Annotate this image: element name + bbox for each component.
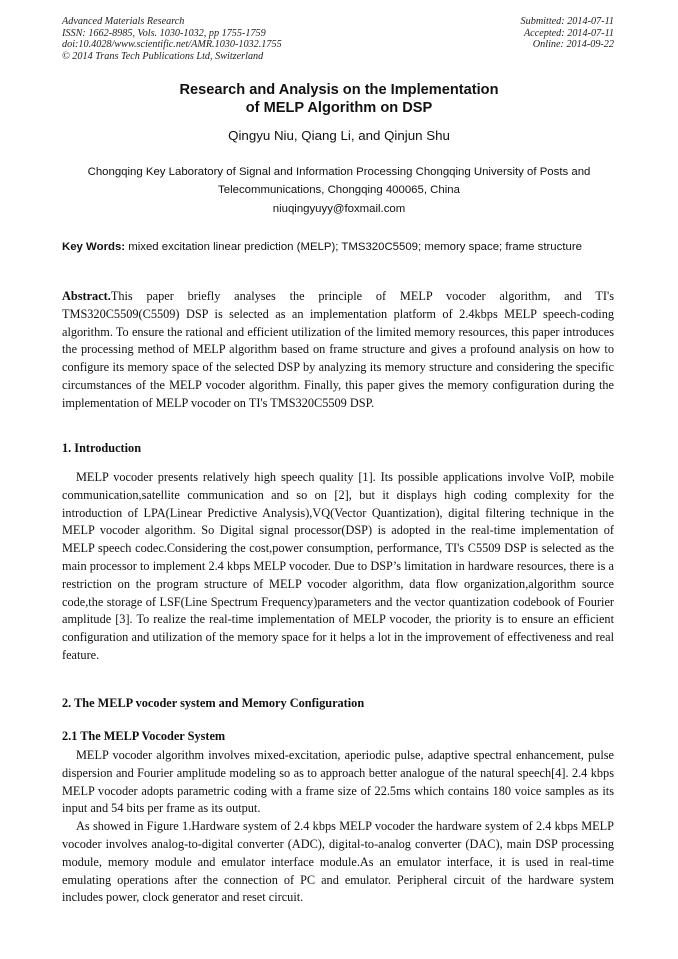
accepted-date: Accepted: 2014-07-11 — [523, 27, 614, 39]
section-1-body — [62, 469, 614, 665]
keywords-text: mixed excitation linear prediction (MELP); TMS320C5509; memory space; frame structure — [125, 241, 582, 253]
section-1-heading: 1. Introduction — [62, 441, 142, 455]
paper-title — [0, 81, 678, 117]
authors: Qingyu Niu, Qiang Li, and Qinjun Shu — [228, 128, 450, 143]
publication-dates — [521, 16, 614, 51]
title-line-2: of MELP Algorithm on DSP — [245, 100, 433, 116]
affiliation: Chongqing Key Laboratory of Signal and Information Processing Chongqing University of Posts and Telecommunications, Chongqing 400065, China — [87, 166, 591, 196]
title-line-1: Research and Analysis on the Implementation — [179, 82, 499, 98]
submitted-date: Submitted: 2014-07-11 — [520, 16, 614, 27]
journal-info — [62, 16, 282, 62]
section-2-1-body — [62, 747, 614, 907]
section-1-paragraph: MELP vocoder presents relatively high speech quality [1]. Its possible applications involve VoIP, mobile communication,satellite communication and so on [2], but it displays high coding complexity for the introduction of LPA(Linear Predictive Analysis),VQ(Vector Quantization), digital filtering technique in the MELP vocoder algorithm. So Digital signal processor(DSP) is adopted in the real-time implementation of MELP speech codec.Considering the cost,power consumption, performance, TI's C5509 DSP is selected as the main processor to implement 2.4 kbps MELP vocoder. Due to DSP’s limitation in hardware resources, there is a restriction on the program structure of MELP vocoder algorithm, data flow organization,algorithm source code,the storage of LSF(Line Spectrum Frequency)parameters and the vector quantization codebook of Fourier amplitude [3]. To realize the real-time implementation of MELP vocoder, the priority is to ensure an efficient configuration and utilization of the memory space for it helps a lot in the improvement of effectiveness and real feature. — [62, 470, 614, 662]
journal-doi: doi:10.4028/www.scientific.net/AMR.1030-1032.1755 — [62, 39, 282, 50]
section-2-heading: 2. The MELP vocoder system and Memory Configuration — [62, 696, 365, 710]
keywords — [62, 238, 614, 257]
journal-issn: ISSN: 1662-8985, Vols. 1030-1032, pp 1755-1759 — [62, 27, 266, 39]
section-2-1-heading: 2.1 The MELP Vocoder System — [62, 729, 226, 743]
journal-name: Advanced Materials Research — [62, 16, 185, 27]
abstract-label: Abstract. — [62, 289, 111, 303]
keywords-label: Key Words: — [62, 241, 126, 253]
journal-copyright: © 2014 Trans Tech Publications Ltd, Switzerland — [62, 50, 264, 62]
section-2-1-paragraph-1: MELP vocoder algorithm involves mixed-excitation, aperiodic pulse, adaptive spectral enhancement, pulse dispersion and Fourier amplitude modeling so as to approach better analogue of the natural speech[4]. 2.4 kbps MELP vocoder adopts parametric coding with a frame size of 22.5ms which contains 180 voice samples as its input and 54 bits per frame as its output. — [62, 748, 614, 816]
section-2-1-paragraph-2: As showed in Figure 1.Hardware system of 2.4 kbps MELP vocoder the hardware system of 2.4 kbps MELP vocoder involves analog-to-digital converter (ADC), digital-to-analog converter (DAC), main DSP processing module, memory module and emulator interface module.As an emulator interface, it is used in real-time emulating operations after the connection of PC and emulator. Peripheral circuit of the hardware system includes power, clock generator and reset circuit. — [62, 819, 614, 905]
abstract-text: This paper briefly analyses the principle of MELP vocoder algorithm, and TI's TMS320C5509(C5509) DSP is selected as an implementation platform of 2.4kbps MELP speech-coding algorithm. To ensure the rational and efficient utilization of the limited memory resources, this paper introduces the processing method of MELP algorithm based on frame structure and gives a profound analysis on how to configure its memory space of the selected DSP by analyzing its memory structure and considering the specific circumstances of the MELP vocoder algorithm. Finally, this paper gives the memory configuration during the implementation of MELP vocoder on TI's TMS320C5509 DSP. — [62, 289, 614, 410]
online-date: Online: 2014-09-22 — [532, 39, 614, 50]
author-email: niuqingyuyy@foxmail.com — [272, 203, 406, 215]
abstract — [62, 288, 614, 413]
